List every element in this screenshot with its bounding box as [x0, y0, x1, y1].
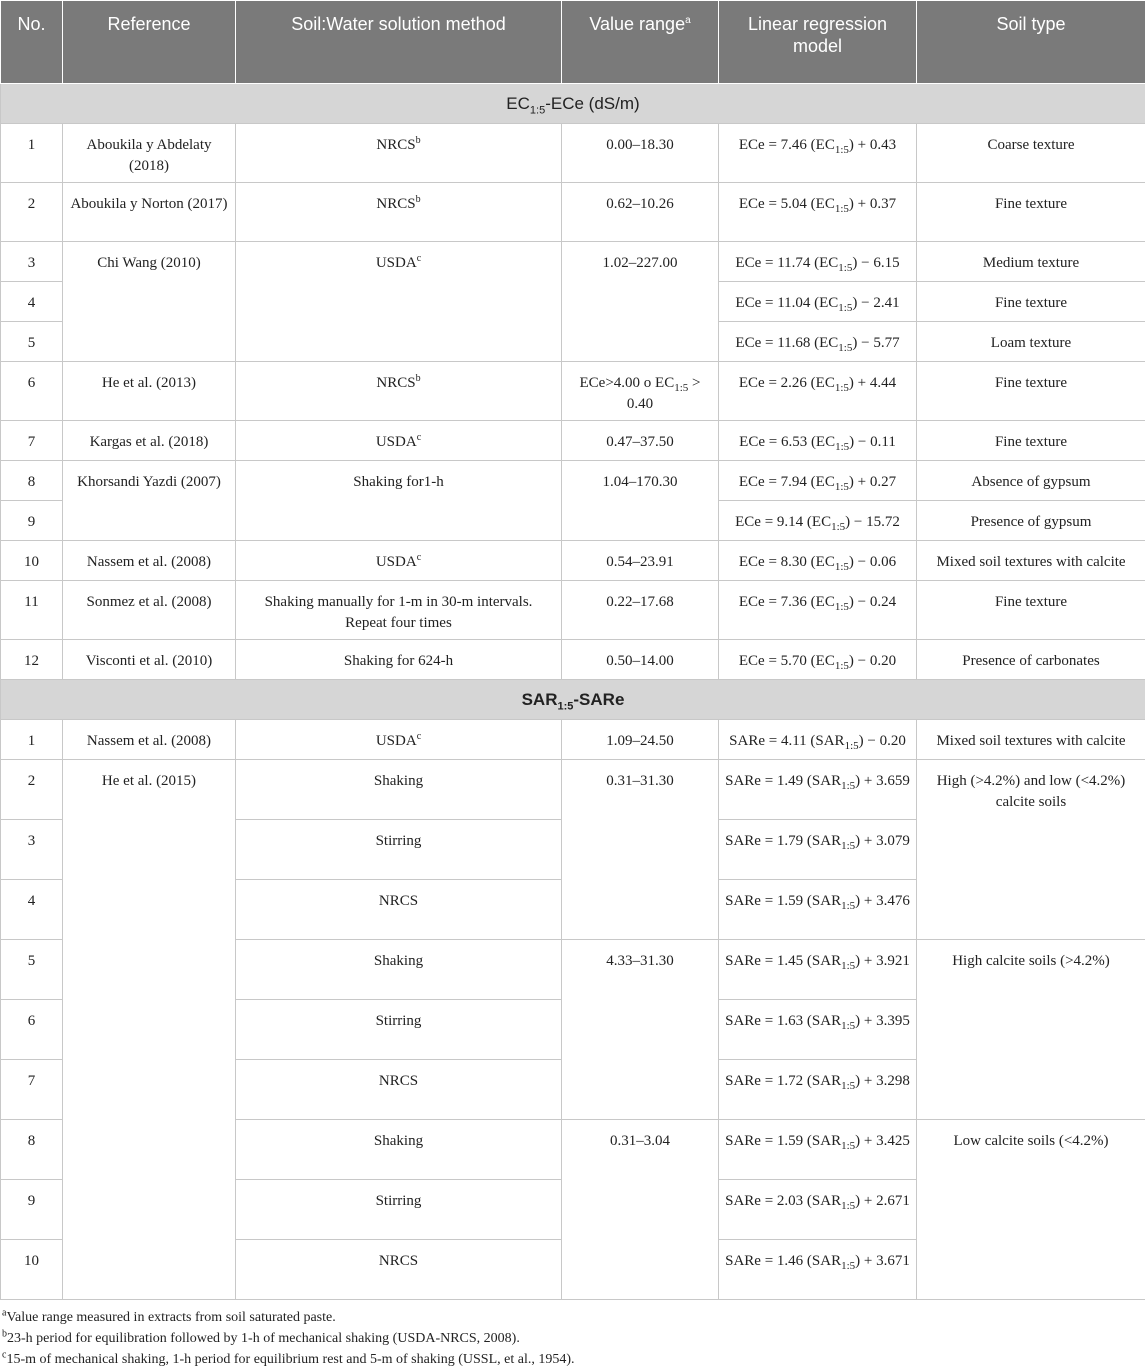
cell-soil-type: Presence of carbonates	[917, 640, 1145, 680]
cell-reference: Nassem et al. (2008)	[63, 720, 236, 760]
model-subscript: 1:5	[838, 262, 852, 274]
method-text: Stirring	[376, 1013, 422, 1029]
table-row	[1, 242, 1145, 282]
cell-method	[236, 1180, 562, 1240]
model-subscript: 1:5	[835, 601, 849, 613]
model-text: ) + 2.671	[855, 1193, 910, 1209]
method-text: NRCS	[376, 137, 415, 153]
model-subscript: 1:5	[835, 441, 849, 453]
range-text: 0.00–18.30	[606, 137, 674, 153]
cell-soil-type: Medium texture	[917, 242, 1145, 282]
model-text: ) + 4.44	[849, 375, 896, 391]
method-text: Shaking for1-h	[353, 474, 443, 490]
footnote-mark: b	[416, 135, 421, 146]
cell-method	[236, 362, 562, 421]
cell-no: 8	[1, 1120, 63, 1180]
footnote-a	[2, 1307, 1145, 1328]
range-text: 0.54–23.91	[606, 554, 674, 570]
model-text: SARe = 1.46 (SAR	[725, 1253, 841, 1269]
cell-method	[236, 183, 562, 242]
model-subscript: 1:5	[845, 740, 859, 752]
cell-value-range	[562, 124, 719, 183]
model-subscript: 1:5	[838, 302, 852, 314]
model-text: ) − 0.20	[859, 733, 906, 749]
cell-soil-type: Absence of gypsum	[917, 461, 1145, 501]
cell-value-range	[562, 461, 719, 541]
method-text: NRCS	[379, 1073, 418, 1089]
footnote-mark: a	[685, 15, 691, 26]
range-text: 0.47–37.50	[606, 434, 674, 450]
cell-no: 6	[1, 1000, 63, 1060]
cell-method	[236, 1000, 562, 1060]
cell-method	[236, 720, 562, 760]
cell-model	[719, 1060, 917, 1120]
header-soil-type: Soil type	[917, 1, 1145, 84]
section-subscript: 1:5	[557, 700, 573, 712]
model-text: ) − 5.77	[852, 335, 899, 351]
model-subscript: 1:5	[841, 900, 855, 912]
cell-value-range	[562, 940, 719, 1120]
model-subscript: 1:5	[835, 144, 849, 156]
cell-reference: He et al. (2015)	[63, 760, 236, 1300]
range-text: 0.62–10.26	[606, 196, 674, 212]
footnote-b	[2, 1328, 1145, 1349]
table-row	[1, 421, 1145, 461]
method-text: Shaking	[374, 953, 423, 969]
model-text: ECe = 11.74 (EC	[735, 255, 838, 271]
model-subscript: 1:5	[841, 1080, 855, 1092]
cell-value-range	[562, 242, 719, 362]
model-subscript: 1:5	[841, 1260, 855, 1272]
cell-no: 3	[1, 820, 63, 880]
cell-value-range	[562, 1120, 719, 1300]
model-text: ) − 0.20	[849, 653, 896, 669]
header-model: Linear regression model	[719, 1, 917, 84]
model-text: SARe = 4.11 (SAR	[729, 733, 844, 749]
cell-method	[236, 640, 562, 680]
model-text: ) + 3.921	[855, 953, 910, 969]
method-text: Shaking for 624-h	[344, 653, 453, 669]
cell-model	[719, 820, 917, 880]
header-reference: Reference	[63, 1, 236, 84]
cell-method	[236, 541, 562, 581]
cell-method	[236, 1060, 562, 1120]
model-text: ) + 3.425	[855, 1133, 910, 1149]
cell-model	[719, 720, 917, 760]
model-text: SARe = 1.45 (SAR	[725, 953, 841, 969]
cell-model	[719, 322, 917, 362]
range-subscript: 1:5	[674, 382, 688, 394]
cell-no: 1	[1, 124, 63, 183]
section-suffix: -ECe (dS/m)	[545, 94, 639, 113]
cell-soil-type: Fine texture	[917, 421, 1145, 461]
model-subscript: 1:5	[841, 780, 855, 792]
cell-reference: Aboukila y Norton (2017)	[63, 183, 236, 242]
cell-no: 2	[1, 760, 63, 820]
cell-method	[236, 940, 562, 1000]
cell-no: 8	[1, 461, 63, 501]
cell-no: 7	[1, 1060, 63, 1120]
model-subscript: 1:5	[835, 481, 849, 493]
model-text: ECe = 7.46 (EC	[739, 137, 835, 153]
cell-model	[719, 461, 917, 501]
range-text: 1.04–170.30	[603, 474, 678, 490]
model-text: SARe = 1.72 (SAR	[725, 1073, 841, 1089]
cell-value-range	[562, 362, 719, 421]
range-text: ECe>4.00 o EC	[580, 375, 675, 391]
model-text: ) + 3.298	[855, 1073, 910, 1089]
cell-reference: Sonmez et al. (2008)	[63, 581, 236, 640]
cell-soil-type: High calcite soils (>4.2%)	[917, 940, 1145, 1120]
model-text: ) + 3.659	[855, 773, 910, 789]
cell-model	[719, 1000, 917, 1060]
table-row	[1, 362, 1145, 421]
model-text: ECe = 9.14 (EC	[735, 514, 831, 530]
footnote-mark: a	[2, 1307, 6, 1318]
model-text: ) − 2.41	[852, 295, 899, 311]
cell-model	[719, 880, 917, 940]
cell-method	[236, 880, 562, 940]
table-row	[1, 760, 1145, 820]
cell-no: 3	[1, 242, 63, 282]
model-text: ) − 0.06	[849, 554, 896, 570]
model-subscript: 1:5	[838, 342, 852, 354]
model-text: ECe = 7.36 (EC	[739, 594, 835, 610]
cell-model	[719, 282, 917, 322]
cell-soil-type: Loam texture	[917, 322, 1145, 362]
model-text: ) + 3.671	[855, 1253, 910, 1269]
model-text: SARe = 1.63 (SAR	[725, 1013, 841, 1029]
cell-model	[719, 940, 917, 1000]
table-row	[1, 541, 1145, 581]
cell-soil-type: Coarse texture	[917, 124, 1145, 183]
cell-method	[236, 124, 562, 183]
model-subscript: 1:5	[831, 521, 845, 533]
model-text: ECe = 11.68 (EC	[735, 335, 838, 351]
model-text: ) + 0.27	[849, 474, 896, 490]
cell-reference: Nassem et al. (2008)	[63, 541, 236, 581]
cell-value-range	[562, 541, 719, 581]
model-subscript: 1:5	[841, 1200, 855, 1212]
cell-soil-type: Low calcite soils (<4.2%)	[917, 1120, 1145, 1300]
cell-method	[236, 1240, 562, 1300]
header-value-range	[562, 1, 719, 84]
section-header-sar	[1, 680, 1145, 720]
table-row	[1, 461, 1145, 501]
cell-model	[719, 501, 917, 541]
section-header-ec	[1, 84, 1145, 124]
model-subscript: 1:5	[841, 1140, 855, 1152]
method-text: NRCS	[379, 893, 418, 909]
footnote-c	[2, 1349, 1145, 1370]
footnote-mark: c	[417, 253, 421, 264]
model-text: ECe = 11.04 (EC	[735, 295, 838, 311]
range-text: 0.22–17.68	[606, 594, 674, 610]
cell-model	[719, 581, 917, 640]
table-row	[1, 640, 1145, 680]
cell-model	[719, 760, 917, 820]
cell-value-range	[562, 640, 719, 680]
cell-soil-type: High (>4.2%) and low (<4.2%) calcite soils	[917, 760, 1145, 940]
section-title-ec	[1, 84, 1145, 124]
model-subscript: 1:5	[835, 203, 849, 215]
cell-soil-type: Fine texture	[917, 183, 1145, 242]
footnote-mark: c	[417, 731, 421, 742]
section-suffix: -SARe	[573, 690, 624, 709]
method-text: Shaking	[374, 773, 423, 789]
range-text: 0.31–31.30	[606, 773, 674, 789]
cell-no: 5	[1, 940, 63, 1000]
cell-soil-type: Fine texture	[917, 362, 1145, 421]
method-text: Shaking manually for 1-m in 30-m intervals. Repeat four times	[265, 594, 533, 631]
cell-model	[719, 1240, 917, 1300]
cell-value-range	[562, 760, 719, 940]
cell-model	[719, 1180, 917, 1240]
cell-no: 9	[1, 1180, 63, 1240]
model-subscript: 1:5	[841, 840, 855, 852]
cell-method	[236, 760, 562, 820]
footnote-text: 15-m of mechanical shaking, 1-h period for equilibrium rest and 5-m of shaking (USSL, et al., 1954).	[6, 1352, 574, 1367]
cell-no: 10	[1, 1240, 63, 1300]
range-text: 0.31–3.04	[610, 1133, 670, 1149]
model-subscript: 1:5	[841, 1020, 855, 1032]
table-row	[1, 720, 1145, 760]
range-text: 0.50–14.00	[606, 653, 674, 669]
cell-soil-type: Mixed soil textures with calcite	[917, 720, 1145, 760]
model-text: ECe = 2.26 (EC	[739, 375, 835, 391]
model-text: ECe = 7.94 (EC	[739, 474, 835, 490]
model-text: SARe = 2.03 (SAR	[725, 1193, 841, 1209]
model-text: ECe = 8.30 (EC	[739, 554, 835, 570]
model-text: ECe = 5.04 (EC	[739, 196, 835, 212]
method-text: USDA	[376, 434, 417, 450]
cell-no: 4	[1, 282, 63, 322]
table-row	[1, 183, 1145, 242]
model-text: SARe = 1.59 (SAR	[725, 893, 841, 909]
cell-soil-type: Mixed soil textures with calcite	[917, 541, 1145, 581]
model-text: ) + 0.37	[849, 196, 896, 212]
cell-reference: Khorsandi Yazdi (2007)	[63, 461, 236, 541]
section-prefix: EC	[506, 94, 530, 113]
cell-method	[236, 242, 562, 362]
cell-model	[719, 541, 917, 581]
header-method: Soil:Water solution method	[236, 1, 562, 84]
footnote-text: Value range measured in extracts from soil saturated paste.	[6, 1310, 335, 1325]
method-text: NRCS	[376, 375, 415, 391]
footnote-mark: c	[2, 1349, 6, 1360]
cell-reference: Chi Wang (2010)	[63, 242, 236, 362]
model-text: ) − 15.72	[845, 514, 900, 530]
footnote-mark: c	[417, 552, 421, 563]
model-text: SARe = 1.79 (SAR	[725, 833, 841, 849]
cell-model	[719, 421, 917, 461]
cell-value-range	[562, 581, 719, 640]
header-row	[1, 1, 1145, 84]
model-text: ) − 6.15	[852, 255, 899, 271]
cell-method	[236, 461, 562, 541]
method-text: USDA	[376, 554, 417, 570]
section-subscript: 1:5	[530, 104, 545, 116]
footnotes	[0, 1300, 1145, 1370]
cell-no: 2	[1, 183, 63, 242]
model-text: SARe = 1.59 (SAR	[725, 1133, 841, 1149]
cell-method	[236, 1120, 562, 1180]
cell-model	[719, 183, 917, 242]
table-body	[1, 84, 1145, 1300]
model-subscript: 1:5	[835, 561, 849, 573]
range-text: > 0.40	[627, 375, 701, 412]
cell-model	[719, 1120, 917, 1180]
cell-soil-type: Fine texture	[917, 581, 1145, 640]
model-text: ECe = 5.70 (EC	[739, 653, 835, 669]
model-subscript: 1:5	[835, 660, 849, 672]
method-text: USDA	[376, 733, 417, 749]
footnote-mark: c	[417, 432, 421, 443]
model-text: SARe = 1.49 (SAR	[725, 773, 841, 789]
cell-method	[236, 820, 562, 880]
cell-no: 4	[1, 880, 63, 940]
model-text: ) + 0.43	[849, 137, 896, 153]
method-text: Stirring	[376, 1193, 422, 1209]
cell-no: 12	[1, 640, 63, 680]
cell-model	[719, 362, 917, 421]
method-text: USDA	[376, 255, 417, 271]
range-text: 1.09–24.50	[606, 733, 674, 749]
cell-value-range	[562, 720, 719, 760]
cell-model	[719, 242, 917, 282]
table-row	[1, 581, 1145, 640]
header-no: No.	[1, 1, 63, 84]
method-text: NRCS	[376, 196, 415, 212]
cell-value-range	[562, 183, 719, 242]
cell-model	[719, 640, 917, 680]
cell-model	[719, 124, 917, 183]
footnote-mark: b	[416, 194, 421, 205]
cell-no: 10	[1, 541, 63, 581]
model-text: ECe = 6.53 (EC	[739, 434, 835, 450]
cell-method	[236, 581, 562, 640]
footnote-mark: b	[416, 373, 421, 384]
model-text: ) − 0.11	[849, 434, 896, 450]
range-text: 4.33–31.30	[606, 953, 674, 969]
cell-no: 11	[1, 581, 63, 640]
cell-reference: He et al. (2013)	[63, 362, 236, 421]
model-text: ) − 0.24	[849, 594, 896, 610]
cell-no: 6	[1, 362, 63, 421]
footnote-text: 23-h period for equilibration followed by 1-h of mechanical shaking (USDA-NRCS, 2008).	[7, 1331, 520, 1346]
method-text: Shaking	[374, 1133, 423, 1149]
cell-no: 5	[1, 322, 63, 362]
section-title-sar	[1, 680, 1145, 720]
model-text: ) + 3.476	[855, 893, 910, 909]
cell-soil-type: Presence of gypsum	[917, 501, 1145, 541]
cell-reference: Kargas et al. (2018)	[63, 421, 236, 461]
cell-reference: Aboukila y Abdelaty (2018)	[63, 124, 236, 183]
table-row	[1, 124, 1145, 183]
cell-method	[236, 421, 562, 461]
model-text: ) + 3.395	[855, 1013, 910, 1029]
header-value-range-label: Value range	[589, 14, 685, 34]
model-text: ) + 3.079	[855, 833, 910, 849]
cell-no: 9	[1, 501, 63, 541]
section-prefix: SAR	[522, 690, 558, 709]
range-text: 1.02–227.00	[603, 255, 678, 271]
footnote-mark: b	[2, 1328, 7, 1339]
cell-reference: Visconti et al. (2010)	[63, 640, 236, 680]
model-subscript: 1:5	[841, 960, 855, 972]
model-subscript: 1:5	[835, 382, 849, 394]
method-text: NRCS	[379, 1253, 418, 1269]
cell-no: 1	[1, 720, 63, 760]
cell-soil-type: Fine texture	[917, 282, 1145, 322]
method-text: Stirring	[376, 833, 422, 849]
cell-value-range	[562, 421, 719, 461]
cell-no: 7	[1, 421, 63, 461]
